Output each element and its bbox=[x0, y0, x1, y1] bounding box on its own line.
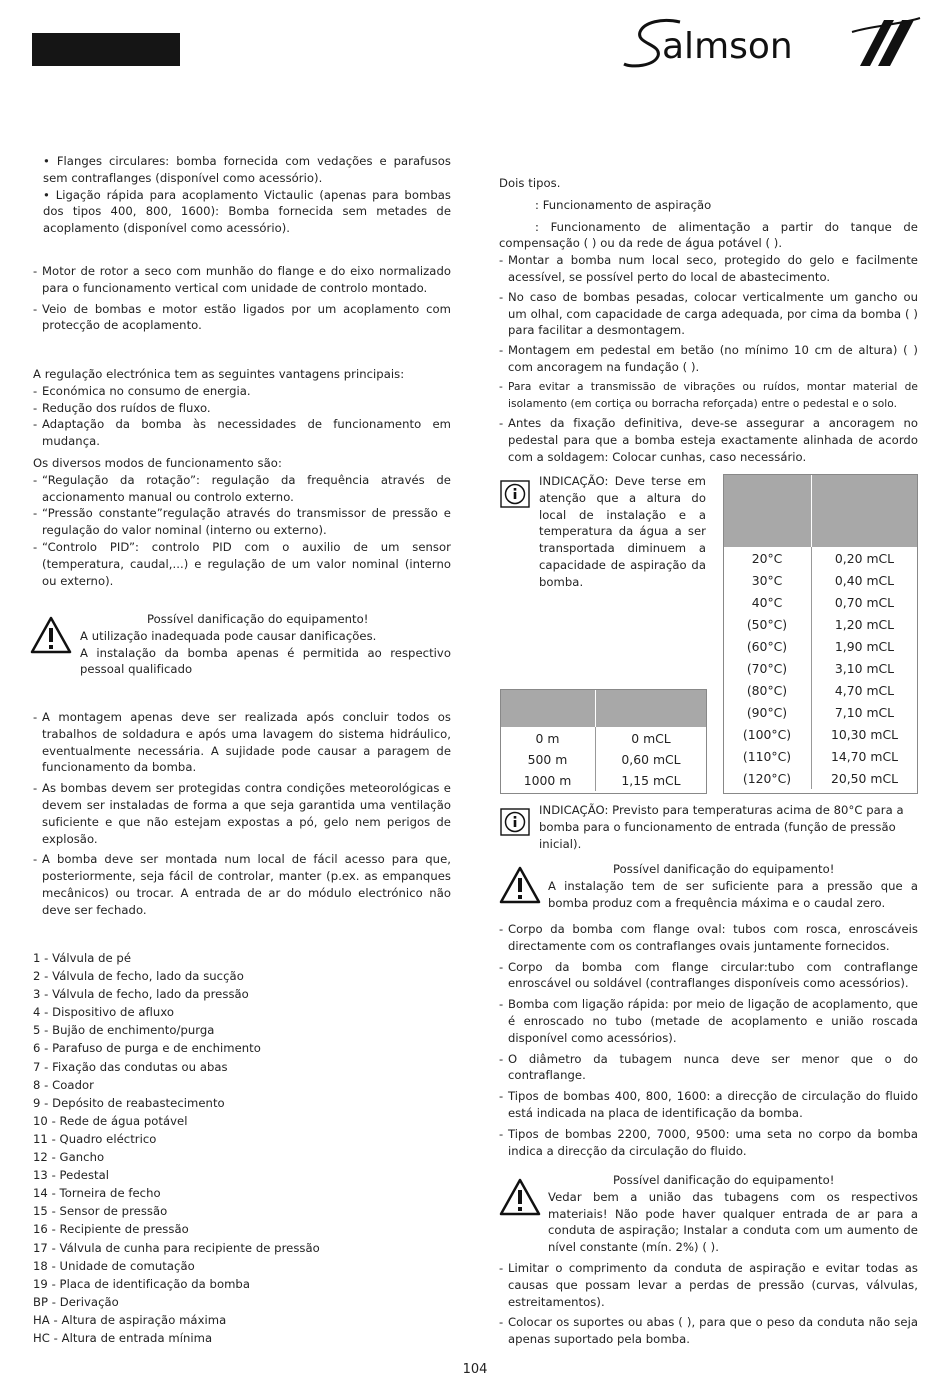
temp-cell: 20°C bbox=[723, 547, 812, 569]
note1-text: INDICAÇÃO: Deve terse em atenção que a altura do local de instalação e a temperatura da água a ser transportada diminuem a capacidade de aspiração da bomba. bbox=[539, 474, 706, 589]
regulation-item: - Redução dos ruídos de fluxo. bbox=[33, 400, 451, 417]
page-number: 104 bbox=[462, 1362, 488, 1377]
regulation-item: - Económica no consumo de energia. bbox=[33, 383, 451, 400]
pipe-item: - Corpo da bomba com flange circular:tubo com contraflange enroscável ou soldável (contraflanges disponíveis como acessórios). bbox=[499, 959, 918, 993]
mount-item: - Antes da fixação definitiva, deve-se assegurar a ancoragem no pedestal para que a bomba esteja exactamente alinhada de acordo com a soldagem: Colocar cunhas, caso necessário. bbox=[499, 415, 918, 465]
temp-cell: 1,90 mCL bbox=[834, 638, 895, 654]
temp-cell: (70°C) bbox=[723, 657, 812, 679]
temp-cell: 20,50 mCL bbox=[830, 770, 899, 786]
legend-item: 10 - Rede de água potável bbox=[33, 1113, 188, 1128]
motor-section bbox=[33, 263, 451, 334]
legend-item: 12 - Gancho bbox=[33, 1150, 105, 1165]
pipe-section bbox=[499, 921, 918, 1159]
temp-cell: (90°C) bbox=[723, 701, 812, 723]
altitude-cell: 0,60 mCL bbox=[621, 752, 681, 767]
motor-item: - Veio de bombas e motor estão ligados por um acoplamento com protecção de acoplamento. bbox=[33, 301, 451, 335]
svg-text:almson: almson bbox=[662, 26, 793, 67]
temperature-table-border bbox=[723, 474, 918, 794]
legend-item: 2 - Válvula de fecho, lado da sucção bbox=[33, 969, 244, 984]
motor-item: - Motor de rotor a seco com munhão do flange e do eixo normalizado para o funcionamento vertical com unidade de controlo montado. bbox=[33, 263, 451, 297]
regulation-item: - Adaptação da bomba às necessidades de funcionamento em mudança. bbox=[33, 416, 451, 450]
temp-cell: (100°C) bbox=[723, 723, 812, 745]
temp-cell: (80°C) bbox=[723, 679, 812, 701]
pipe-item: - Bomba com ligação rápida: por meio de ligação de acoplamento, que é enroscado no tubo (metade de acoplamento e união roscada disponível como acessórios). bbox=[499, 996, 918, 1046]
info-icon bbox=[500, 480, 530, 508]
legend-item: 14 - Torneira de fecho bbox=[33, 1186, 161, 1201]
temp-cell: 0,20 mCL bbox=[834, 550, 895, 566]
warning-icon bbox=[499, 1178, 541, 1216]
final-item: - Colocar os suportes ou abas ( ), para que o peso da conduta não seja apenas suportado pela bomba. bbox=[499, 1314, 918, 1348]
warning2-text: A instalação tem de ser suficiente para a pressão que a bomba produz com a frequência máxima e o caudal zero. bbox=[548, 878, 918, 910]
legend-item: 3 - Válvula de fecho, lado da pressão bbox=[33, 987, 249, 1002]
temp-cell: 0,70 mCL bbox=[834, 594, 895, 610]
legend-item: 15 - Sensor de pressão bbox=[33, 1204, 168, 1219]
pipe-item: - O diâmetro da tubagem nunca deve ser menor que o do contraflange. bbox=[499, 1051, 918, 1085]
warning1-line: A instalação da bomba apenas é permitida ao respectivo pessoal qualificado bbox=[80, 645, 451, 677]
temp-cell: 10,30 mCL bbox=[830, 726, 899, 742]
legend-item: 7 - Fixação das condutas ou abas bbox=[33, 1059, 228, 1074]
warning3-block bbox=[548, 1172, 918, 1256]
regulation-section bbox=[33, 366, 451, 589]
legend-item: HC - Altura de entrada mínima bbox=[33, 1330, 213, 1345]
temp-cell: (110°C) bbox=[723, 745, 812, 767]
legend-list bbox=[33, 949, 451, 1347]
legend-item: 1 - Válvula de pé bbox=[33, 951, 132, 965]
legend-item: 6 - Parafuso de purga e de enchimento bbox=[33, 1041, 261, 1056]
info-icon bbox=[500, 808, 530, 836]
types-section bbox=[499, 175, 918, 466]
warning1-title: Possível danificação do equipamento! bbox=[147, 612, 369, 626]
legend-item: 11 - Quadro eléctrico bbox=[33, 1131, 157, 1146]
warning-icon bbox=[30, 616, 72, 654]
legend-item: 9 - Depósito de reabastecimento bbox=[33, 1095, 225, 1110]
install-item: - A bomba deve ser montada num local de fácil acesso para que, posteriormente, seja fácil de controlar, manter (p.ex. as empanques mecânicos) ou trocar. A entrada de ar do módulo electrónico não deve ser fechado. bbox=[33, 851, 451, 918]
install-section bbox=[33, 709, 451, 919]
type2-text: : Funcionamento de alimentação a partir do tanque de compensação ( ) ou da rede de água potável ( ). bbox=[499, 219, 918, 251]
legend-item: 8 - Coador bbox=[33, 1077, 94, 1092]
warning1-block bbox=[80, 611, 451, 678]
legend-item: 16 - Recipiente de pressão bbox=[33, 1222, 189, 1237]
legend-item: 18 - Unidade de comutação bbox=[33, 1258, 195, 1273]
pipe-item: - Tipos de bombas 2200, 7000, 9500: uma seta no corpo da bomba indica a direcção da circulação do fluido. bbox=[499, 1126, 918, 1160]
temp-cell: 0,40 mCL bbox=[834, 572, 895, 588]
install-item: - As bombas devem ser protegidas contra condições meteorológicas e devem ser instaladas de forma a que seja garantida uma ventilação suficiente e que não estejam expostas a pó, gelo nem perigos de explosão. bbox=[33, 780, 451, 847]
mount-item: - Montar a bomba num local seco, protegido do gelo e facilmente acessível, se possível perto do local de abastecimento. bbox=[499, 252, 918, 286]
legend-item: BP - Derivação bbox=[33, 1294, 119, 1309]
mount-item: - Montagem em pedestal em betão (no mínimo 10 cm de altura) ( ) com ancoragem na fundação ( ). bbox=[499, 342, 918, 376]
altitude-cell: 1,15 mCL bbox=[621, 773, 681, 788]
warning2-block bbox=[548, 861, 918, 911]
install-item: - A montagem apenas deve ser realizada após concluir todos os trabalhos de soldadura e após uma lavagem do sistema hidráulico, eventualmente necessária. A sujidade pode causar a paragem de funcionamento da bomba. bbox=[33, 709, 451, 776]
altitude-cell: 1000 m bbox=[500, 770, 596, 791]
altitude-table-border bbox=[500, 689, 707, 794]
temp-cell: (60°C) bbox=[723, 635, 812, 657]
salmson-logo bbox=[622, 14, 922, 72]
temp-cell: 4,70 mCL bbox=[834, 682, 895, 698]
final-item: - Limitar o comprimento da conduta de aspiração e evitar todas as causas que possam levar a perdas de pressão (curvas, válvulas, estreitamentos). bbox=[499, 1260, 918, 1310]
legend-item: 13 - Pedestal bbox=[33, 1168, 110, 1183]
warning2-title: Possível danificação do equipamento! bbox=[613, 862, 835, 876]
warning3-title: Possível danificação do equipamento! bbox=[613, 1173, 835, 1187]
warning3-text: Vedar bem a união das tubagens com os respectivos materiais! Não pode haver qualquer entrada de ar para a conduta de aspiração; Instalar a conduta com um aumento de nível constante (mín. 2%) ( ). bbox=[548, 1189, 918, 1255]
types-intro: Dois tipos. bbox=[499, 176, 561, 190]
flange-item: • Flanges circulares: bomba fornecida com vedações e parafusos sem contraflanges (disponível como acessório). bbox=[43, 154, 451, 185]
temp-cell: 30°C bbox=[723, 569, 812, 591]
warning-icon bbox=[499, 866, 541, 904]
mount-item: - No caso de bombas pesadas, colocar verticalmente um gancho ou um olhal, com capacidade de carga adequada, por cima da bomba ( ) para facilitar a desmontagem. bbox=[499, 289, 918, 339]
mode-item: - “Regulação da rotação”: regulação da frequência através de accionamento manual ou controlo externo. bbox=[33, 472, 451, 506]
legend-item: 5 - Bujão de enchimento/purga bbox=[33, 1023, 215, 1038]
warning1-line: A utilização inadequada pode causar danificações. bbox=[80, 628, 377, 643]
mode-item: - “Pressão constante”regulação através do transmissor de pressão e regulação do valor nominal (interno ou externo). bbox=[33, 505, 451, 539]
temp-cell: (120°C) bbox=[723, 767, 812, 789]
temp-cell: 7,10 mCL bbox=[834, 704, 895, 720]
type1-text: : Funcionamento de aspiração bbox=[535, 197, 712, 212]
legend-item: 19 - Placa de identificação da bomba bbox=[33, 1276, 250, 1291]
legend-item: 17 - Válvula de cunha para recipiente de pressão bbox=[33, 1240, 320, 1255]
temp-cell: (50°C) bbox=[723, 613, 812, 635]
legend-item: 4 - Dispositivo de afluxo bbox=[33, 1005, 175, 1020]
altitude-cell: 0 m bbox=[500, 727, 596, 749]
mode-item: - “Controlo PID”: controlo PID com o auxilio de um sensor (temperatura, caudal,...) e regulação de um valor nominal (interno ou externo). bbox=[33, 539, 451, 589]
regulation-intro: A regulação electrónica tem as seguintes vantagens principais: bbox=[33, 367, 405, 381]
section-tag-block bbox=[32, 33, 180, 66]
pipe-item: - Tipos de bombas 400, 800, 1600: a direcção de circulação do fluido está indicada na placa de identificação da bomba. bbox=[499, 1088, 918, 1122]
temp-cell: 14,70 mCL bbox=[830, 748, 899, 764]
final-section bbox=[499, 1260, 918, 1348]
modes-intro: Os diversos modos de funcionamento são: bbox=[33, 455, 282, 470]
mount-item: - Para evitar a transmissão de vibrações ou ruídos, montar material de isolamento (em cortiça ou borracha reforçada) entre o pedestal e o solo. bbox=[499, 379, 918, 413]
altitude-cell: 500 m bbox=[500, 749, 596, 770]
flange-item: • Ligação rápida para acoplamento Victaulic (apenas para bombas dos tipos 400, 800, 1600): Bomba fornecida sem metades de acoplamento (disponível como acessório). bbox=[43, 187, 451, 236]
pipe-item: - Corpo da bomba com flange oval: tubos com rosca, enroscáveis directamente com os contraflanges ovais juntamente fornecidos. bbox=[499, 921, 918, 955]
temp-cell: 1,20 mCL bbox=[834, 616, 895, 632]
flange-section bbox=[33, 153, 451, 237]
altitude-cell: 0 mCL bbox=[631, 730, 671, 746]
note2-text: INDICAÇÃO: Previsto para temperaturas acima de 80°C para a bomba para o funcionamento de entrada (função de pressão inicial). bbox=[539, 803, 904, 851]
temp-cell: 40°C bbox=[723, 591, 812, 613]
legend-item: HA - Altura de aspiração máxima bbox=[33, 1312, 227, 1327]
temp-cell: 3,10 mCL bbox=[834, 660, 895, 676]
